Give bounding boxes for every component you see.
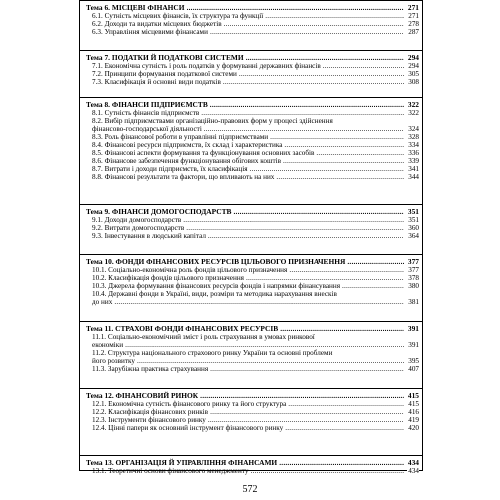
topic-page-number: 377 — [407, 257, 419, 266]
entry-title: 8.7. Витрати і доходи підприємств, їх класифікація ..... — [92, 165, 404, 173]
entry-title: 11.3. Зарубіжна практика страхування ..... — [92, 365, 404, 373]
topic-page-number: 271 — [407, 3, 419, 12]
entry-page-number: 322 — [408, 109, 419, 117]
toc-entry — [80, 282, 422, 290]
toc-entry — [80, 365, 422, 373]
entry-page-number: 278 — [408, 20, 419, 28]
entry-title: 12.3. Інструменти фінансового ринку ..... — [92, 416, 404, 424]
entry-title: економіки ..... — [92, 341, 404, 349]
toc-section — [80, 50, 422, 86]
entry-title: 10.2. Класифікація фондів цільового призначення ..... — [92, 274, 404, 282]
toc-section — [80, 388, 422, 432]
entry-page-number: 416 — [408, 408, 419, 416]
entry-title: 12.4. Цінні папери як основний інструмент фінансового ринку ..... — [92, 424, 404, 432]
entry-title: до них ..... — [92, 298, 404, 306]
entry-page-number: 308 — [408, 78, 419, 86]
entry-page-number: 294 — [408, 62, 419, 70]
toc-entry — [80, 467, 422, 475]
entry-page-number: 364 — [408, 232, 419, 240]
topic-page-number: 351 — [407, 207, 419, 216]
toc-topic-heading — [80, 324, 422, 333]
toc-entry-continuation — [80, 357, 422, 365]
toc-entry — [80, 408, 422, 416]
toc-entry — [80, 349, 422, 357]
entry-page-number: 380 — [408, 282, 419, 290]
entry-page-number: 434 — [408, 467, 419, 475]
toc-topic-heading — [80, 207, 422, 216]
toc-entry — [80, 173, 422, 181]
toc-entry — [80, 78, 422, 86]
entry-page-number: 378 — [408, 274, 419, 282]
toc-entry — [80, 12, 422, 20]
toc-entry — [80, 70, 422, 78]
toc-entry — [80, 149, 422, 157]
entry-title: 9.2. Витрати домогосподарств ..... — [92, 224, 404, 232]
entry-page-number: 339 — [408, 157, 419, 165]
entry-page-number: 420 — [408, 424, 419, 432]
topic-page-number: 391 — [407, 324, 419, 333]
toc-topic-heading — [80, 100, 422, 109]
entry-page-number: 360 — [408, 224, 419, 232]
toc-entry-continuation — [80, 125, 422, 133]
toc-table — [79, 0, 423, 475]
page-number: 572 — [242, 484, 258, 495]
toc-entry — [80, 224, 422, 232]
toc-section — [80, 204, 422, 240]
entry-title: 8.1. Сутність фінансів підприємств ..... — [92, 109, 404, 117]
toc-entry — [80, 133, 422, 141]
topic-title: Тема 11. СТРАХОВІ ФОНДИ ФІНАНСОВИХ РЕСУРСІВ ..... — [86, 324, 404, 333]
toc-section — [80, 254, 422, 306]
topic-title: Тема 10. ФОНДИ ФІНАНСОВИХ РЕСУРСІВ ЦІЛЬОВОГО ПРИЗНАЧЕННЯ ..... — [86, 257, 404, 266]
toc-entry — [80, 109, 422, 117]
entry-page-number: 271 — [408, 12, 419, 20]
entry-page-number: 395 — [408, 357, 419, 365]
toc-topic-heading — [80, 391, 422, 400]
topic-page-number: 294 — [407, 53, 419, 62]
topic-title: Тема 7. ПОДАТКИ Й ПОДАТКОВІ СИСТЕМИ ..... — [86, 53, 404, 62]
topic-title: Тема 6. МІСЦЕВІ ФІНАНСИ ..... — [86, 3, 404, 12]
topic-title: Тема 9. ФІНАНСИ ДОМОГОСПОДАРСТВ ..... — [86, 207, 404, 216]
toc-topic-heading — [80, 3, 422, 12]
entry-title: 7.2. Принципи формування податкової системи ..... — [92, 70, 404, 78]
toc-entry — [80, 333, 422, 341]
toc-topic-heading — [80, 53, 422, 62]
entry-title: його розвитку ..... — [92, 357, 404, 365]
entry-page-number: 334 — [408, 141, 419, 149]
toc-entry-continuation — [80, 341, 422, 349]
topic-page-number: 322 — [407, 100, 419, 109]
entry-page-number: 407 — [408, 365, 419, 373]
entry-title: 7.1. Економічна сутність і роль податків у формуванні державних фінансів ..... — [92, 62, 404, 70]
entry-title: 6.3. Управління місцевими фінансами ..... — [92, 28, 404, 36]
entry-page-number: 344 — [408, 173, 419, 181]
entry-page-number: 351 — [408, 216, 419, 224]
entry-title: 10.3. Джерела формування фінансових ресурсів фондів і напрямки фінансування ..... — [92, 282, 404, 290]
entry-page-number: 287 — [408, 28, 419, 36]
entry-page-number: 341 — [408, 165, 419, 173]
entry-page-number: 391 — [408, 341, 419, 349]
toc-entry — [80, 266, 422, 274]
toc-section — [80, 0, 422, 36]
entry-page-number: 381 — [408, 298, 419, 306]
topic-title: Тема 13. ОРГАНІЗАЦІЯ Й УПРАВЛІННЯ ФІНАНСАМИ ..... — [86, 458, 404, 467]
toc-entry — [80, 117, 422, 125]
toc-entry — [80, 165, 422, 173]
entry-title: 12.1. Економічна сутність фінансового ринку та його структура ..... — [92, 400, 404, 408]
toc-entry — [80, 274, 422, 282]
toc-entry — [80, 290, 422, 298]
entry-title: 11.2. Структура національного страхового ринку України та основні проблеми — [92, 349, 333, 357]
entry-page-number: 328 — [408, 133, 419, 141]
toc-entry — [80, 232, 422, 240]
toc-entry — [80, 28, 422, 36]
toc-entry — [80, 141, 422, 149]
toc-entry — [80, 157, 422, 165]
toc-section — [80, 97, 422, 181]
entry-title: 8.2. Вибір підприємствами організаційно-правових форм у процесі здійснення — [92, 117, 333, 125]
toc-entry — [80, 416, 422, 424]
entry-title: 9.1. Доходи домогосподарств ..... — [92, 216, 404, 224]
entry-title: 6.1. Сутність місцевих фінансів, їх структура та функції ..... — [92, 12, 404, 20]
entry-title: 10.4. Державні фонди в Україні, види, розміри та методика нарахування внесків — [92, 290, 337, 298]
topic-page-number: 415 — [407, 391, 419, 400]
toc-topic-heading — [80, 458, 422, 467]
entry-title: 9.3. Інвестування в людський капітал ..... — [92, 232, 404, 240]
toc-entry — [80, 400, 422, 408]
entry-page-number: 305 — [408, 70, 419, 78]
entry-title: фінансово-господарської діяльності ..... — [92, 125, 404, 133]
entry-title: 13.1. Теоретичні основи фінансового менеджменту ..... — [92, 467, 404, 475]
toc-entry — [80, 20, 422, 28]
entry-title: 12.2. Класифікація фінансових ринків ..... — [92, 408, 404, 416]
entry-title: 11.1. Соціально-економічний зміст і роль страхування в умовах ринкової — [92, 333, 315, 341]
entry-page-number: 324 — [408, 125, 419, 133]
entry-page-number: 419 — [408, 416, 419, 424]
entry-title: 7.3. Класифікація й основні види податків ..... — [92, 78, 404, 86]
toc-entry — [80, 62, 422, 70]
toc-topic-heading — [80, 257, 422, 266]
toc-entry-continuation — [80, 298, 422, 306]
entry-title: 8.8. Фінансові результати та фактори, що впливають на них ..... — [92, 173, 404, 181]
entry-page-number: 377 — [408, 266, 419, 274]
entry-title: 10.1. Соціально-економічна роль фондів цільового призначення ..... — [92, 266, 404, 274]
toc-section — [80, 455, 422, 475]
entry-title: 8.6. Фінансове забезпечення функціонування обігових коштів ..... — [92, 157, 404, 165]
topic-title: Тема 12. ФІНАНСОВИЙ РИНОК ..... — [86, 391, 404, 400]
entry-title: 8.3. Роль фінансової роботи в управлінні підприємствами ..... — [92, 133, 404, 141]
entry-title: 8.5. Фінансові аспекти формування та функціонування основних засобів ..... — [92, 149, 404, 157]
topic-page-number: 434 — [407, 458, 419, 467]
entry-page-number: 415 — [408, 400, 419, 408]
toc-section — [80, 321, 422, 373]
entry-title: 8.4. Фінансові ресурси підприємств, їх склад і характеристика ..... — [92, 141, 404, 149]
entry-title: 6.2. Доходи та видатки місцевих бюджетів ..... — [92, 20, 404, 28]
topic-title: Тема 8. ФІНАНСИ ПІДПРИЄМСТВ ..... — [86, 100, 404, 109]
toc-entry — [80, 216, 422, 224]
toc-entry — [80, 424, 422, 432]
entry-page-number: 336 — [408, 149, 419, 157]
